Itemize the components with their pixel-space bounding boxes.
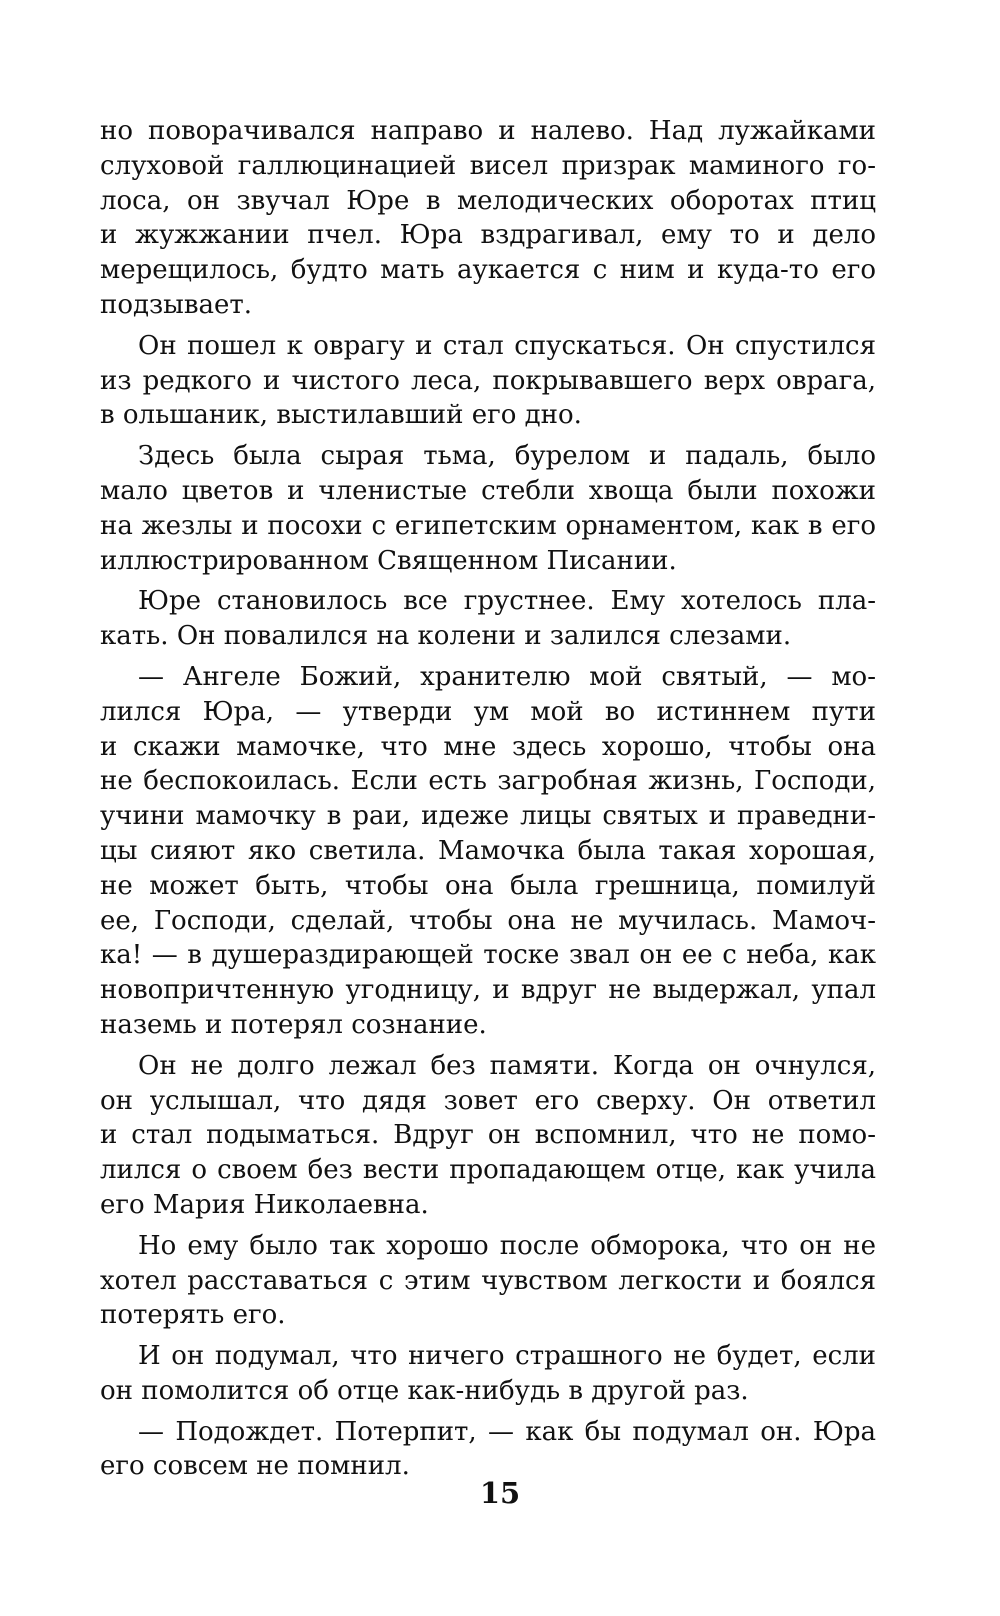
text-line: не может быть, чтобы она была грешница, помилуй — [100, 870, 876, 901]
text-line: и стал подыматься. Вдруг он вспомнил, что не помо- — [100, 1120, 876, 1151]
text-line: лоса, он звучал Юре в мелодических оборотах птиц — [100, 185, 876, 216]
text-line: И он подумал, что ничего страшного не будет, если — [138, 1341, 876, 1372]
text-line: Он не долго лежал без памяти. Когда он очнулся, — [138, 1050, 876, 1081]
text-line: и жужжании пчел. Юра вздрагивал, ему то и дело — [100, 220, 876, 251]
paragraph — [100, 329, 876, 433]
paragraph — [100, 1415, 876, 1485]
paragraph — [100, 1339, 876, 1409]
page-body — [100, 114, 876, 1490]
text-line: новопричтенную угодницу, и вдруг не выдержал, упал — [100, 975, 876, 1006]
text-column — [100, 114, 876, 1484]
text-line: на жезлы и посохи с египетским орнаментом, как в его — [100, 510, 876, 541]
paragraph — [100, 584, 876, 654]
paragraph — [100, 439, 876, 578]
text-line: его Мария Николаевна. — [100, 1189, 429, 1220]
text-line: потерять его. — [100, 1300, 286, 1331]
text-line: в ольшаник, выстилавший его дно. — [100, 400, 582, 431]
text-line: он услышал, что дядя зовет его сверху. Он ответил — [100, 1085, 876, 1116]
text-line: Здесь была сырая тьма, бурелом и падаль, было — [138, 441, 876, 472]
paragraph — [100, 1049, 876, 1223]
text-line: учини мамочку в раи, идеже лицы святых и праведни- — [100, 801, 876, 832]
text-line: Юре становилось все грустнее. Ему хотелось пла- — [138, 586, 876, 617]
paragraph — [100, 1229, 876, 1333]
text-line: — Подождет. Потерпит, — как бы подумал он. Юра — [138, 1416, 876, 1447]
text-line: лился о своем без вести пропадающем отце, как учила — [100, 1155, 876, 1186]
text-line: ее, Господи, сделай, чтобы она не мучилась. Мамоч- — [100, 905, 876, 936]
text-line: хотел расставаться с этим чувством легкости и боялся — [100, 1265, 876, 1296]
text-line: слуховой галлюцинацией висел призрак маминого го- — [100, 150, 876, 181]
text-line: наземь и потерял сознание. — [100, 1009, 487, 1040]
text-line: из редкого и чистого леса, покрывавшего верх оврага, — [100, 365, 876, 396]
text-line: подзывает. — [100, 289, 253, 320]
text-line: мерещилось, будто мать аукается с ним и куда-то его — [100, 255, 876, 286]
paragraph — [100, 114, 876, 323]
text-line: — Ангеле Божий, хранителю мой святый, — мо- — [138, 661, 876, 692]
text-line: мало цветов и членистые стебли хвоща были похожи — [100, 475, 876, 506]
paragraph — [100, 660, 876, 1043]
text-line: лился Юра, — утверди ум мой во истиннем пути — [100, 696, 876, 727]
text-line: и скажи мамочке, что мне здесь хорошо, чтобы она — [100, 731, 876, 762]
text-line: ка! — в душераздирающей тоске звал он ее с неба, как — [100, 940, 876, 971]
text-line: он помолится об отце как-нибудь в другой раз. — [100, 1375, 749, 1406]
text-line: цы сияют яко светила. Мамочка была такая хорошая, — [100, 835, 876, 866]
text-line: его совсем не помнил. — [100, 1451, 410, 1482]
text-line: Но ему было так хорошо после обморока, что он не — [138, 1230, 876, 1261]
text-line: кать. Он повалился на колени и залился слезами. — [100, 621, 792, 652]
text-line: но поворачивался направо и налево. Над лужайками — [100, 116, 876, 146]
text-line: не беспокоилась. Если есть загробная жизнь, Господи, — [100, 766, 876, 797]
page-number: 15 — [479, 1476, 521, 1510]
text-line: иллюстрированном Священном Писании. — [100, 545, 677, 576]
text-line: Он пошел к оврагу и стал спускаться. Он спустился — [138, 330, 876, 361]
